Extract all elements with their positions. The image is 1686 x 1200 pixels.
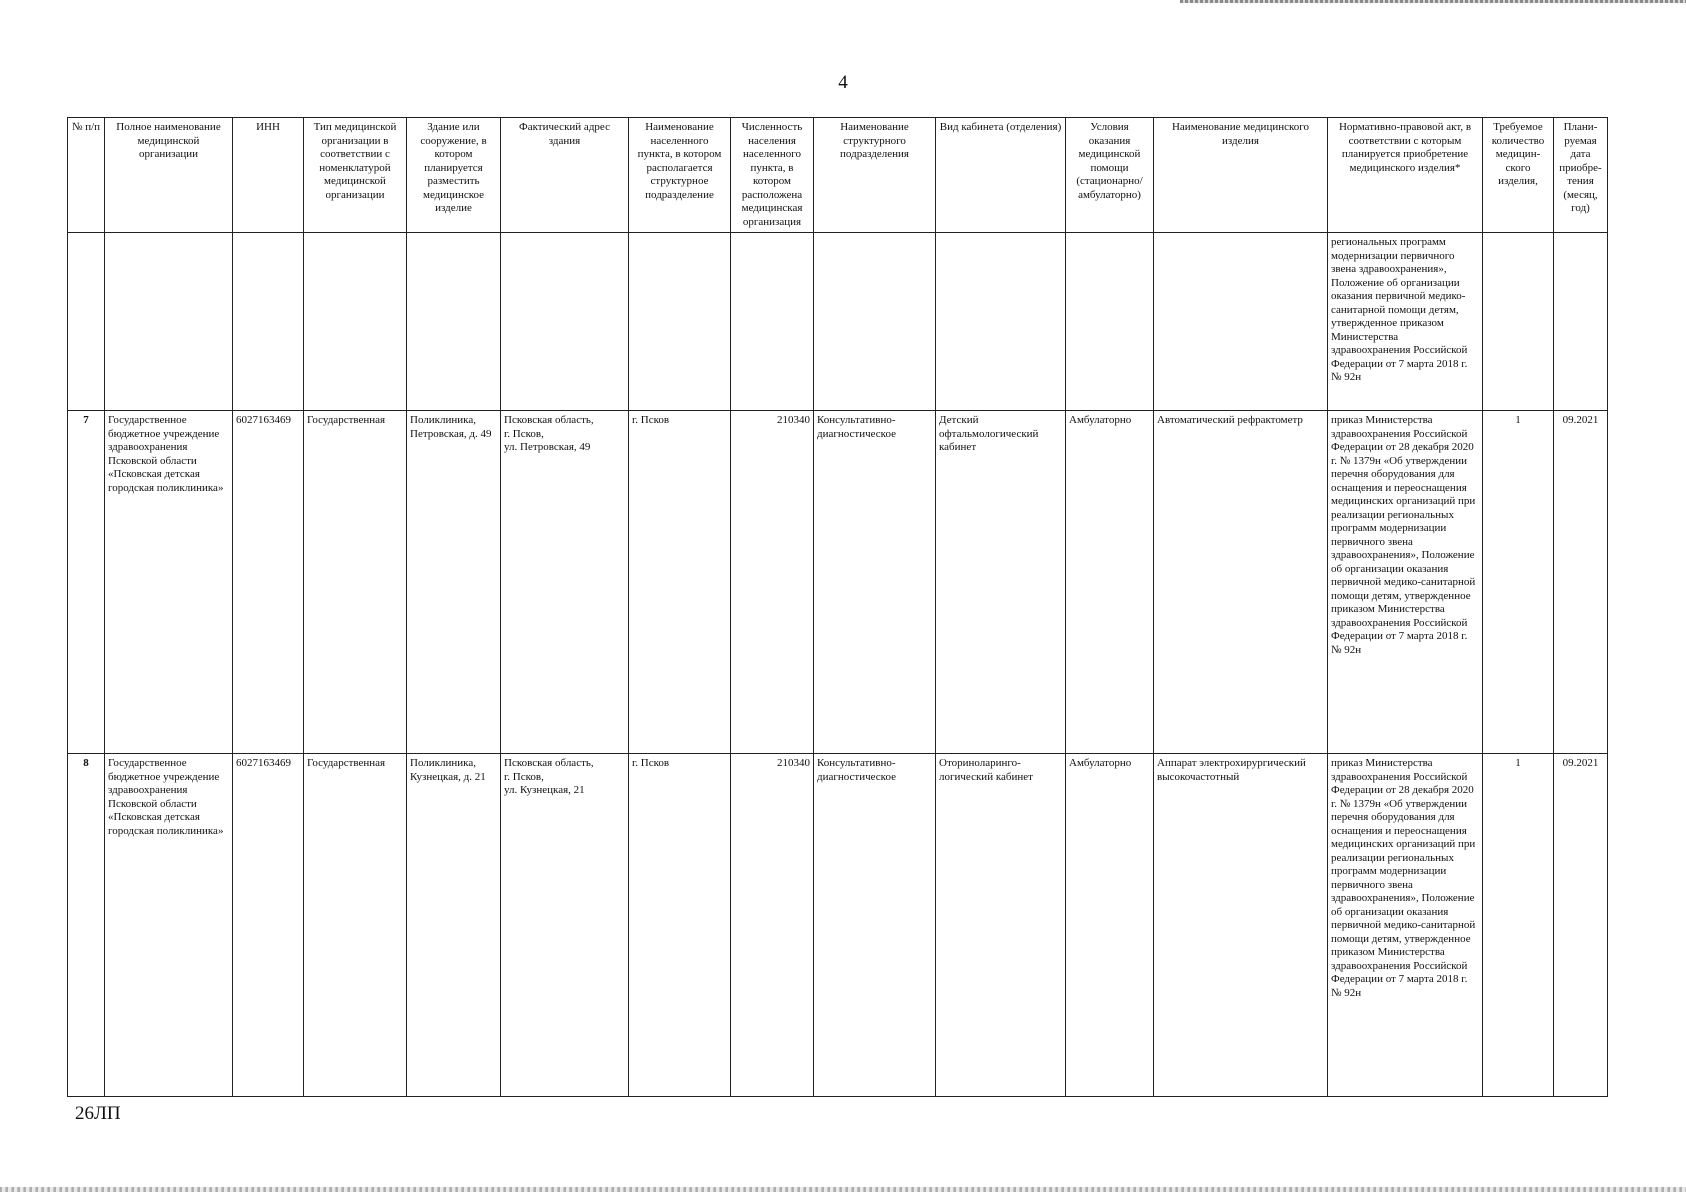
scan-edge-bottom bbox=[0, 1187, 1686, 1192]
document-code: 26ЛП bbox=[75, 1103, 121, 1124]
header-cell-qty: Требуемое количество медицин-ского изделия, bbox=[1483, 118, 1554, 233]
locality-cell: г. Псков bbox=[629, 411, 731, 754]
table-cell bbox=[501, 233, 629, 411]
date-cell: 09.2021 bbox=[1554, 411, 1608, 754]
address-line: г. Псков, bbox=[504, 770, 544, 783]
date-cell: 09.2021 bbox=[1554, 754, 1608, 1097]
equipment-table bbox=[67, 117, 1608, 1097]
act-cell: приказ Министерства здравоохранения Российской Федерации от 28 декабря 2020 г. № 1379н «Об утверждении перечня оборудования для оснащения и переоснащения медицинских организаций при реализации региональных программ модернизации первичного звена здравоохранения», Положение об организации оказания первичной медико-санитарной помощи детям, утвержденное приказом Министерства здравоохранения Российской Федерации от 7 марта 2018 г. № 92н bbox=[1328, 411, 1483, 754]
device-cell: Аппарат электрохирургический высокочастотный bbox=[1154, 754, 1328, 1097]
table-cell bbox=[1483, 233, 1554, 411]
org-name-cell: Государственное бюджетное учреждение здравоохранения Псковской области «Псковская детская городская поликлиника» bbox=[105, 411, 233, 754]
header-cell-conditions: Условия оказания медицинской помощи (стационарно/ амбулаторно) bbox=[1066, 118, 1154, 233]
header-cell-population: Численность населения населенного пункта, в котором расположена медицинская организация bbox=[731, 118, 814, 233]
address-line: Псковская область, bbox=[504, 414, 594, 426]
quantity-cell: 1 bbox=[1483, 411, 1554, 754]
table-row bbox=[68, 411, 1608, 754]
scan-edge-top bbox=[1180, 0, 1686, 3]
table-cell bbox=[814, 233, 936, 411]
header-cell-inn: ИНН bbox=[233, 118, 304, 233]
act-continuation-cell: региональных программ модернизации первичного звена здравоохранения», Положение об организации оказания первичной медико-санитарной помощи детям, утвержденное приказом Министерства здравоохранения Российской Федерации от 7 марта 2018 г. № 92н bbox=[1328, 233, 1483, 411]
subdivision-cell: Консультативно-диагностическое bbox=[814, 411, 936, 754]
address-line: Псковская область, bbox=[504, 757, 594, 769]
inn-cell: 6027163469 bbox=[233, 754, 304, 1097]
address-line: ул. Петровская, 49 bbox=[504, 441, 591, 453]
table-cell bbox=[1154, 233, 1328, 411]
inn-cell: 6027163469 bbox=[233, 411, 304, 754]
table-cell bbox=[233, 233, 304, 411]
header-cell-cabinet: Вид кабинета (отделения) bbox=[936, 118, 1066, 233]
population-cell: 210340 bbox=[731, 754, 814, 1097]
table-cell bbox=[1554, 233, 1608, 411]
header-cell-subdivision: Наименование структурного подразделения bbox=[814, 118, 936, 233]
cabinet-cell: Детский офтальмологический кабинет bbox=[936, 411, 1066, 754]
table-row-continuation bbox=[68, 233, 1608, 411]
address-line: ул. Кузнецкая, 21 bbox=[504, 784, 585, 796]
header-cell-address: Фактический адрес здания bbox=[501, 118, 629, 233]
conditions-cell: Амбулаторно bbox=[1066, 411, 1154, 754]
header-cell-type: Тип медицинской организации в соответствии с номенклатурой медицинской организации bbox=[304, 118, 407, 233]
building-cell: Поликлиника, Кузнецкая, д. 21 bbox=[407, 754, 501, 1097]
cabinet-cell: Оториноларинго-логический кабинет bbox=[936, 754, 1066, 1097]
header-cell-date: Плани-руемая дата приобре-тения (месяц, год) bbox=[1554, 118, 1608, 233]
header-cell-act: Нормативно-правовой акт, в соответствии с которым планируется приобретение медицинского изделия* bbox=[1328, 118, 1483, 233]
conditions-cell: Амбулаторно bbox=[1066, 754, 1154, 1097]
table-cell bbox=[68, 233, 105, 411]
table-cell bbox=[1066, 233, 1154, 411]
address-cell bbox=[501, 411, 629, 754]
locality-cell: г. Псков bbox=[629, 754, 731, 1097]
table-cell bbox=[731, 233, 814, 411]
header-cell-org: Полное наименование медицинской организации bbox=[105, 118, 233, 233]
table-cell bbox=[407, 233, 501, 411]
quantity-cell: 1 bbox=[1483, 754, 1554, 1097]
header-cell-num: № п/п bbox=[68, 118, 105, 233]
table-row bbox=[68, 754, 1608, 1097]
org-name-cell: Государственное бюджетное учреждение здравоохранения Псковской области «Псковская детская городская поликлиника» bbox=[105, 754, 233, 1097]
table-cell bbox=[304, 233, 407, 411]
header-cell-device: Наименование медицинского изделия bbox=[1154, 118, 1328, 233]
org-type-cell: Государственная bbox=[304, 411, 407, 754]
page-number: 4 bbox=[838, 72, 848, 93]
org-type-cell: Государственная bbox=[304, 754, 407, 1097]
row-number: 8 bbox=[68, 754, 105, 1097]
header-cell-locality: Наименование населенного пункта, в котором располагается структурное подразделение bbox=[629, 118, 731, 233]
table-cell bbox=[629, 233, 731, 411]
header-cell-building: Здание или сооружение, в котором планируется разместить медицинское изделие bbox=[407, 118, 501, 233]
row-number: 7 bbox=[68, 411, 105, 754]
device-cell: Автоматический рефрактометр bbox=[1154, 411, 1328, 754]
address-line: г. Псков, bbox=[504, 427, 544, 440]
table-header-row bbox=[68, 118, 1608, 233]
table-cell bbox=[105, 233, 233, 411]
building-cell: Поликлиника, Петровская, д. 49 bbox=[407, 411, 501, 754]
address-cell bbox=[501, 754, 629, 1097]
act-cell: приказ Министерства здравоохранения Российской Федерации от 28 декабря 2020 г. № 1379н «Об утверждении перечня оборудования для оснащения и переоснащения медицинских организаций при реализации региональных программ модернизации первичного звена здравоохранения», Положение об организации оказания первичной медико-санитарной помощи детям, утвержденное приказом Министерства здравоохранения Российской Федерации от 7 марта 2018 г. № 92н bbox=[1328, 754, 1483, 1097]
population-cell: 210340 bbox=[731, 411, 814, 754]
subdivision-cell: Консультативно-диагностическое bbox=[814, 754, 936, 1097]
table-cell bbox=[936, 233, 1066, 411]
